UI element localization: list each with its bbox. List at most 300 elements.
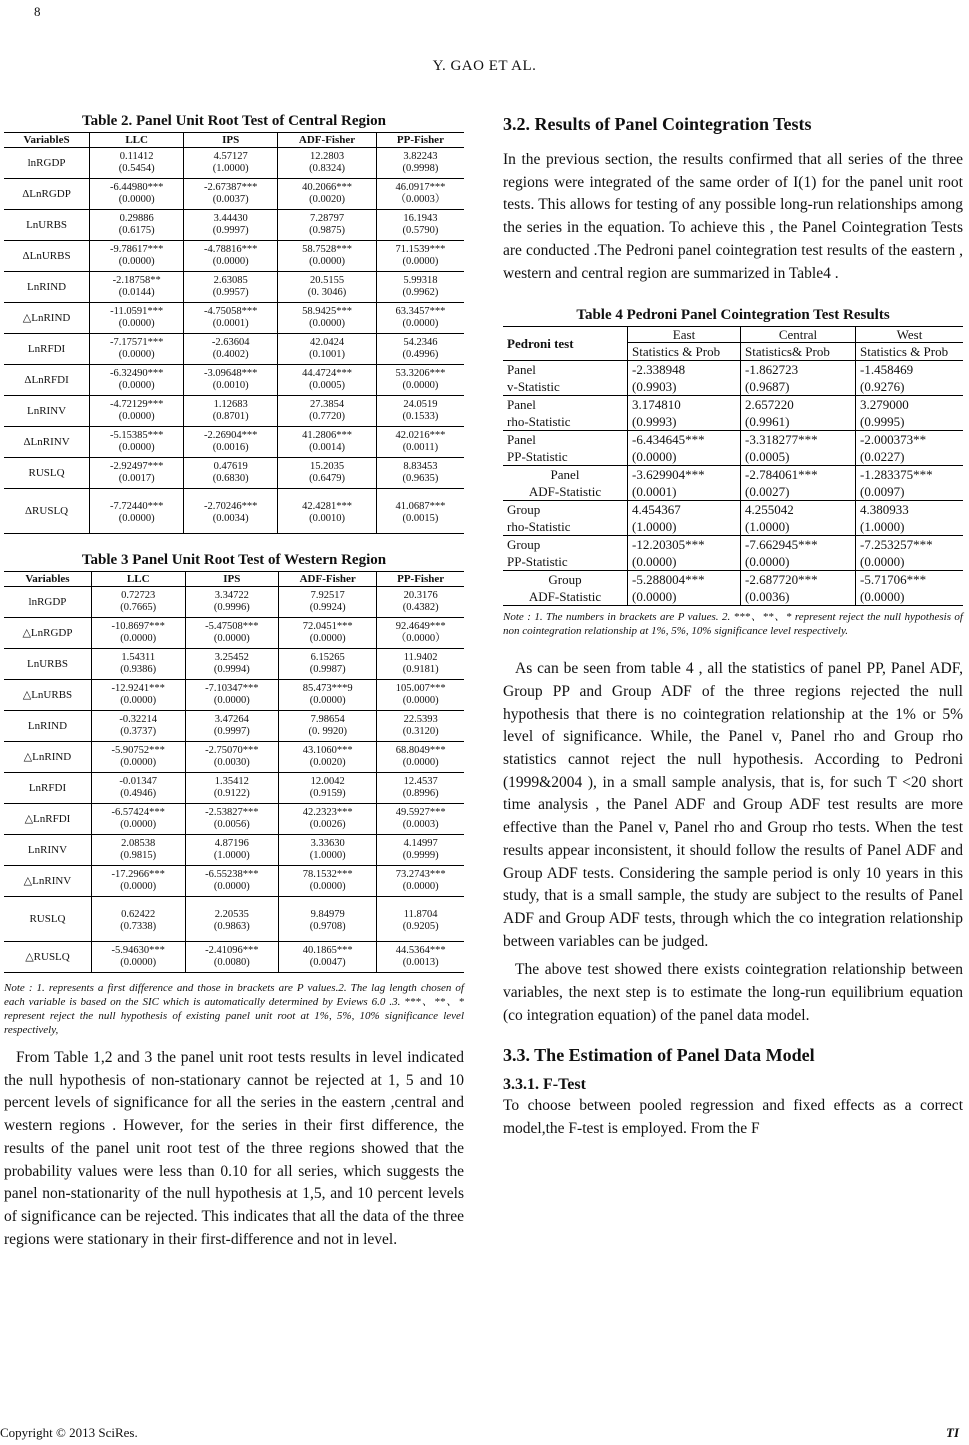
table4-caption: Table 4 Pedroni Panel Cointegration Test Results bbox=[576, 307, 890, 324]
p-value: (0.0013) bbox=[402, 957, 439, 968]
stat-value: 54.2346 bbox=[403, 337, 438, 348]
stat-value: -7.72440*** bbox=[109, 501, 164, 512]
p-value: (0.0000) bbox=[118, 380, 155, 391]
p-value: (0.0000) bbox=[118, 349, 155, 360]
column-header: VariableS bbox=[4, 133, 90, 148]
stat-value: -2.26904*** bbox=[204, 430, 258, 441]
left-column bbox=[4, 112, 464, 1251]
table-cell bbox=[856, 431, 964, 466]
p-value: (0.0000) bbox=[118, 256, 155, 267]
table-cell bbox=[184, 272, 278, 303]
row-label: △LnRINV bbox=[4, 866, 91, 897]
p-value: (0.9159) bbox=[309, 788, 346, 799]
stat-value: -6.44980*** bbox=[109, 182, 164, 193]
p-value: (0.0000) bbox=[120, 757, 157, 768]
p-value: (0.0005) bbox=[745, 449, 790, 465]
left-note: Note : 1. represents a first difference and those in brackets are P values.2. The lag length chosen of each variable is based on the SIC which is automatically determined by Eviews 6.0 .3. ***、**、* represent reject the null hypothesis of existing panel unit root at 1%, 5%, 10% significance level respectively, bbox=[4, 982, 464, 1036]
row-label: RUSLQ bbox=[4, 897, 91, 942]
table-cell bbox=[741, 361, 856, 396]
table-cell bbox=[185, 587, 279, 618]
stat-value: 4.14997 bbox=[403, 838, 438, 849]
table-cell bbox=[91, 866, 185, 897]
row-label: △RUSLQ bbox=[4, 942, 91, 973]
section-heading-3-2: 3.2. Results of Panel Cointegration Tests bbox=[503, 114, 812, 134]
table-cell bbox=[376, 396, 464, 427]
column-header: PP-Fisher bbox=[376, 133, 464, 148]
p-value: (0.0016) bbox=[212, 442, 249, 453]
table-cell bbox=[856, 536, 964, 571]
stat-value: -4.75058*** bbox=[204, 306, 258, 317]
stat-value: 2.08538 bbox=[121, 838, 156, 849]
table-row bbox=[4, 365, 464, 396]
table-cell bbox=[628, 361, 741, 396]
stat-value: 68.8049*** bbox=[395, 745, 446, 756]
row-label-line2: v-Statistic bbox=[507, 379, 560, 395]
row-label: LnRFDI bbox=[4, 334, 90, 365]
table-cell bbox=[185, 804, 279, 835]
row-label bbox=[503, 466, 628, 501]
table-cell bbox=[185, 942, 279, 973]
p-value: (0.0000) bbox=[120, 633, 157, 644]
row-label: LnRFDI bbox=[4, 773, 91, 804]
table-cell bbox=[856, 571, 964, 606]
table-cell bbox=[278, 148, 377, 179]
p-value: (0.0000) bbox=[118, 442, 155, 453]
stat-value: -2.687720*** bbox=[745, 572, 818, 588]
row-label: ΔLnRFDI bbox=[4, 365, 90, 396]
p-value: (0.9863) bbox=[213, 921, 250, 932]
stat-value: 4.454367 bbox=[632, 502, 681, 518]
table-cell bbox=[628, 501, 741, 536]
table-cell bbox=[376, 179, 464, 210]
table-row bbox=[4, 680, 464, 711]
table-row bbox=[4, 618, 464, 649]
table-cell bbox=[278, 427, 377, 458]
table-cell bbox=[376, 427, 464, 458]
p-value: (0.0027) bbox=[745, 484, 790, 500]
p-value: (0.9687) bbox=[745, 379, 790, 395]
table-cell bbox=[91, 804, 185, 835]
stat-value: 7.92517 bbox=[310, 590, 345, 601]
column-header: IPS bbox=[184, 133, 278, 148]
p-value: (1.0000) bbox=[860, 519, 905, 535]
row-label: ΔLnURBS bbox=[4, 241, 90, 272]
p-value: (0.6479) bbox=[309, 473, 345, 484]
p-value: (0.8996) bbox=[402, 788, 439, 799]
table-cell bbox=[279, 649, 377, 680]
p-value: (0.0000) bbox=[860, 554, 905, 570]
table-cell bbox=[90, 241, 184, 272]
table-cell bbox=[377, 680, 464, 711]
p-value: (0.0000) bbox=[860, 589, 905, 605]
stat-value: 5.99318 bbox=[403, 275, 438, 286]
stat-value: -10.8697*** bbox=[111, 621, 165, 632]
stat-value: 3.44430 bbox=[213, 213, 248, 224]
p-value: (0.4996) bbox=[402, 349, 439, 360]
p-value: (0.9998) bbox=[402, 163, 439, 174]
p-value: (0.0000) bbox=[402, 318, 439, 329]
table-cell bbox=[184, 458, 278, 489]
stat-value: 44.4724*** bbox=[302, 368, 352, 379]
stat-value: -5.15385*** bbox=[109, 430, 164, 441]
table-row bbox=[503, 361, 963, 396]
table-cell bbox=[184, 210, 278, 241]
p-value: (0.9957) bbox=[212, 287, 249, 298]
p-value: (0.9181) bbox=[402, 664, 439, 675]
p-value: (0.9996) bbox=[213, 602, 250, 613]
p-value: (0.9635) bbox=[402, 473, 439, 484]
p-value: (0.0080) bbox=[213, 957, 250, 968]
table-cell bbox=[185, 866, 279, 897]
table-cell bbox=[376, 148, 464, 179]
stat-value: 58.7528*** bbox=[302, 244, 352, 255]
stat-value: -11.0591*** bbox=[110, 306, 164, 317]
table-row bbox=[503, 431, 963, 466]
table-cell bbox=[377, 711, 464, 742]
stat-value: 12.2803 bbox=[309, 151, 345, 162]
table-cell bbox=[91, 897, 185, 942]
table-cell bbox=[376, 334, 464, 365]
stat-value: 4.57127 bbox=[213, 151, 248, 162]
stat-value: 3.82243 bbox=[403, 151, 438, 162]
stat-value: 0.62422 bbox=[121, 909, 156, 920]
stat-value: -2.75070*** bbox=[205, 745, 259, 756]
stat-value: -7.17571*** bbox=[109, 337, 164, 348]
stat-value: 24.0519 bbox=[403, 399, 438, 410]
stat-value: 58.9425*** bbox=[302, 306, 352, 317]
table2-caption: Table 2. Panel Unit Root Test of Central Region bbox=[81, 113, 387, 129]
stat-value: 41.2806*** bbox=[302, 430, 352, 441]
stat-value: 42.2323*** bbox=[302, 807, 353, 818]
stat-value: 22.5393 bbox=[403, 714, 438, 725]
stat-value: 3.279000 bbox=[860, 397, 909, 413]
stat-value: -2.53827*** bbox=[205, 807, 259, 818]
column-header: ADF-Fisher bbox=[278, 133, 377, 148]
row-label-line2: PP-Statistic bbox=[507, 554, 568, 570]
stat-value: -2.338948 bbox=[632, 362, 686, 378]
stat-value: 40.1865*** bbox=[302, 945, 353, 956]
p-value: (0.4382) bbox=[402, 602, 439, 613]
row-label: RUSLQ bbox=[4, 458, 90, 489]
subsection-heading-3-3-1: 3.3.1. F-Test bbox=[503, 1076, 586, 1094]
p-value: (0.0020) bbox=[309, 757, 346, 768]
table-cell bbox=[628, 466, 741, 501]
table-cell bbox=[628, 571, 741, 606]
row-label bbox=[503, 536, 628, 571]
stat-value: -2.63604 bbox=[211, 337, 250, 348]
stat-value: 27.3854 bbox=[309, 399, 345, 410]
footer-journal: TI bbox=[946, 1425, 959, 1440]
stat-value: 16.1943 bbox=[403, 213, 438, 224]
stat-value: -7.253257*** bbox=[860, 537, 933, 553]
column-header: PP-Fisher bbox=[377, 572, 464, 587]
table-cell bbox=[278, 179, 377, 210]
table-cell bbox=[376, 272, 464, 303]
row-label bbox=[503, 396, 628, 431]
table-cell bbox=[377, 942, 464, 973]
p-value: (0.9276) bbox=[860, 379, 905, 395]
p-value: (0. 3046) bbox=[307, 287, 347, 298]
table-cell bbox=[90, 334, 184, 365]
p-value: (1.0000) bbox=[213, 850, 250, 861]
stat-value: 92.4649*** bbox=[395, 621, 446, 632]
table-header-row bbox=[503, 327, 963, 343]
p-value: (0.0000) bbox=[212, 256, 249, 267]
p-value: (0.6175) bbox=[118, 225, 155, 236]
table-cell bbox=[90, 396, 184, 427]
stat-value: 1.35412 bbox=[214, 776, 249, 787]
stat-value: -9.78617*** bbox=[109, 244, 164, 255]
table-cell bbox=[279, 835, 377, 866]
stat-value: 4.255042 bbox=[745, 502, 794, 518]
table-cell bbox=[741, 396, 856, 431]
table-cell bbox=[90, 458, 184, 489]
table-cell bbox=[377, 649, 464, 680]
p-value: (0.3120) bbox=[402, 726, 439, 737]
stat-prob-header: Statistics & Prob bbox=[856, 343, 964, 361]
stat-value: 2.20535 bbox=[214, 909, 249, 920]
table-cell bbox=[376, 303, 464, 334]
stat-value: -5.71706*** bbox=[860, 572, 927, 588]
table-cell bbox=[278, 458, 377, 489]
column-header: ADF-Fisher bbox=[279, 572, 377, 587]
p-value: (0.0056) bbox=[213, 819, 250, 830]
stat-value: 7.28797 bbox=[309, 213, 345, 224]
table-cell bbox=[91, 587, 185, 618]
p-value: (0.9815) bbox=[120, 850, 157, 861]
row-label-line1: Panel bbox=[507, 432, 536, 448]
stat-value: 42.0216*** bbox=[395, 430, 446, 441]
row-label-line2: ADF-Statistic bbox=[528, 484, 602, 500]
table-cell bbox=[377, 618, 464, 649]
stat-value: -0.32214 bbox=[119, 714, 158, 725]
stat-value: 6.15265 bbox=[310, 652, 345, 663]
table-row bbox=[4, 427, 464, 458]
stat-value: -5.47508*** bbox=[205, 621, 259, 632]
row-label-line2: rho-Statistic bbox=[507, 414, 571, 430]
p-value: (0.7665) bbox=[120, 602, 157, 613]
row-label: △LnRFDI bbox=[4, 804, 91, 835]
stat-value: -2.784061*** bbox=[745, 467, 818, 483]
p-value: (0.9205) bbox=[402, 921, 439, 932]
table-cell bbox=[376, 365, 464, 396]
stat-value: 1.54311 bbox=[121, 652, 156, 663]
row-label-line2: ADF-Statistic bbox=[528, 589, 602, 605]
p-value: (0.0014) bbox=[309, 442, 345, 453]
table-row bbox=[4, 866, 464, 897]
section-3-2-paragraph: In the previous section, the results confirmed that all series of the three regions were integrated of the same order of I(1) for the panel unit root tests. This allows for testing of any possible long-run relationships among the series in the equation. To achieve this , the Panel Cointegration Tests are conducted .The Pedroni panel cointegration test results of the eastern , western and central region are summarized in Table4 . bbox=[503, 151, 963, 282]
table-cell bbox=[184, 396, 278, 427]
table-cell bbox=[185, 742, 279, 773]
p-value: (0.4946) bbox=[120, 788, 157, 799]
p-value: (0.0000) bbox=[118, 411, 155, 422]
stat-value: -6.32490*** bbox=[109, 368, 164, 379]
p-value: （0.0003） bbox=[395, 194, 446, 205]
stat-value: -5.90752*** bbox=[111, 745, 165, 756]
stat-value: 71.1539*** bbox=[395, 244, 446, 255]
p-value: (0.0000) bbox=[309, 318, 345, 329]
p-value: (0.7338) bbox=[120, 921, 157, 932]
table-cell bbox=[185, 897, 279, 942]
row-label-line1: Group bbox=[507, 502, 541, 518]
row-label-line1: Panel bbox=[507, 362, 536, 378]
row-label: LnRINV bbox=[4, 396, 90, 427]
table-cell bbox=[91, 649, 185, 680]
row-header: Pedroni test bbox=[503, 327, 628, 361]
stat-value: 12.0042 bbox=[310, 776, 345, 787]
table-cell bbox=[278, 241, 377, 272]
p-value: (0. 9920) bbox=[308, 726, 347, 737]
table-cell bbox=[91, 680, 185, 711]
stat-value: 0.72723 bbox=[121, 590, 156, 601]
next-step-paragraph: The above test showed there exists cointegration relationship between variables, the next step is to estimate the long-run equilibrium equation (co integration equation) of the panel data model. bbox=[503, 961, 963, 1024]
p-value: (0.0000) bbox=[120, 957, 157, 968]
table-cell bbox=[185, 835, 279, 866]
table-cell bbox=[90, 272, 184, 303]
p-value: (0.9995) bbox=[860, 414, 905, 430]
table-row bbox=[4, 334, 464, 365]
stat-value: 46.0917*** bbox=[395, 182, 446, 193]
stat-value: -1.458469 bbox=[860, 362, 914, 378]
stat-value: -1.283375*** bbox=[860, 467, 933, 483]
stat-value: -3.318277*** bbox=[745, 432, 818, 448]
p-value: (0.9875) bbox=[309, 225, 345, 236]
stat-value: 3.25452 bbox=[214, 652, 249, 663]
p-value: (0.0000) bbox=[402, 256, 439, 267]
row-label: △LnURBS bbox=[4, 680, 91, 711]
table-cell bbox=[377, 866, 464, 897]
table-cell bbox=[279, 866, 377, 897]
p-value: (0.9997) bbox=[213, 726, 250, 737]
stat-value: 3.34722 bbox=[214, 590, 249, 601]
p-value: (0.0097) bbox=[860, 484, 905, 500]
right-column bbox=[503, 112, 963, 1141]
stat-value: 4.87196 bbox=[214, 838, 249, 849]
table-row bbox=[4, 148, 464, 179]
table-cell bbox=[856, 501, 964, 536]
table-cell bbox=[184, 334, 278, 365]
row-label: ΔLnRGDP bbox=[4, 179, 90, 210]
table-cell bbox=[90, 427, 184, 458]
p-value: (0.0000) bbox=[213, 633, 250, 644]
table-cell bbox=[279, 618, 377, 649]
stat-value: 40.2066*** bbox=[302, 182, 352, 193]
table-cell bbox=[279, 897, 377, 942]
stat-value: 0.29886 bbox=[119, 213, 154, 224]
table-cell bbox=[628, 431, 741, 466]
stat-value: -1.862723 bbox=[745, 362, 799, 378]
table-cell bbox=[185, 773, 279, 804]
p-value: (1.0000) bbox=[309, 850, 346, 861]
table-row bbox=[4, 210, 464, 241]
table-cell bbox=[628, 536, 741, 571]
p-value: （0.0000） bbox=[395, 633, 446, 644]
p-value: (0.0037) bbox=[212, 194, 249, 205]
table-cell bbox=[185, 711, 279, 742]
stat-value: 53.3206*** bbox=[395, 368, 446, 379]
stat-value: 0.11412 bbox=[119, 151, 154, 162]
p-value: (0.0000) bbox=[118, 194, 155, 205]
stat-value: -5.288004*** bbox=[632, 572, 705, 588]
table-cell bbox=[279, 587, 377, 618]
row-label: ΔLnRINV bbox=[4, 427, 90, 458]
stat-value: -2.41096*** bbox=[205, 945, 259, 956]
table-row bbox=[4, 804, 464, 835]
p-value: (0.8324) bbox=[309, 163, 345, 174]
stat-value: 20.3176 bbox=[403, 590, 438, 601]
p-value: (0.0026) bbox=[309, 819, 346, 830]
left-paragraph: From Table 1,2 and 3 the panel unit root tests results in level indicated the null hypothesis of non-stationary cannot be rejected at 1, 5 and 10 percent levels of significance for all the series in the eastern ,central and western regions . However, for the series in their first difference, the results of the panel unit root test of the three regions showed that the probability values were less than 0.10 for all series, which suggests the panel non-stationarity of the null hypothesis at 1,5, and 10 percent levels of significance can be rejected. This indicates that all the data of the three regions were stationary in their first-difference and not in level. bbox=[4, 1049, 464, 1248]
table-cell bbox=[377, 742, 464, 773]
stat-value: 105.007*** bbox=[395, 683, 446, 694]
stat-value: 3.33630 bbox=[310, 838, 345, 849]
p-value: (0.9993) bbox=[632, 414, 677, 430]
stat-value: 11.8704 bbox=[403, 909, 438, 920]
p-value: (0.0020) bbox=[309, 194, 345, 205]
table-cell bbox=[856, 466, 964, 501]
p-value: (0.0010) bbox=[212, 380, 249, 391]
p-value: (0.0000) bbox=[213, 695, 250, 706]
stat-value: 42.4281*** bbox=[302, 501, 352, 512]
footer-copyright: Copyright © 2013 SciRes. bbox=[0, 1425, 138, 1440]
stat-value: -7.662945*** bbox=[745, 537, 818, 553]
table-cell bbox=[279, 680, 377, 711]
stat-value: -6.57424*** bbox=[111, 807, 165, 818]
table-cell bbox=[90, 489, 184, 534]
table-cell bbox=[741, 501, 856, 536]
stat-value: -2.18758** bbox=[112, 275, 161, 286]
table-cell bbox=[741, 536, 856, 571]
stat-value: -17.2966*** bbox=[111, 869, 165, 880]
p-value: (0.0000) bbox=[402, 881, 439, 892]
p-value: (0.8701) bbox=[212, 411, 249, 422]
table-cell bbox=[376, 458, 464, 489]
table-cell bbox=[184, 179, 278, 210]
row-label bbox=[503, 501, 628, 536]
table4 bbox=[503, 326, 963, 606]
p-value: (0.9903) bbox=[632, 379, 677, 395]
p-value: (0.0144) bbox=[118, 287, 155, 298]
p-value: (0.0000) bbox=[309, 695, 346, 706]
table-cell bbox=[91, 942, 185, 973]
stat-value: 63.3457*** bbox=[395, 306, 446, 317]
p-value: (0.0000) bbox=[632, 554, 677, 570]
table-cell bbox=[741, 466, 856, 501]
row-label-line1: Panel bbox=[507, 397, 536, 413]
table-cell bbox=[279, 942, 377, 973]
stat-value: 78.1532*** bbox=[302, 869, 353, 880]
table-cell bbox=[279, 742, 377, 773]
stat-value: 43.1060*** bbox=[302, 745, 353, 756]
running-head: Y. GAO ET AL. bbox=[432, 58, 537, 74]
region-header: West bbox=[856, 327, 964, 343]
stat-value: 12.4537 bbox=[403, 776, 438, 787]
table-cell bbox=[90, 179, 184, 210]
region-header: Central bbox=[741, 327, 856, 343]
table-cell bbox=[377, 835, 464, 866]
section-heading-3-3: 3.3. The Estimation of Panel Data Model bbox=[503, 1045, 815, 1066]
table-cell bbox=[90, 210, 184, 241]
stat-value: 20.5155 bbox=[309, 275, 345, 286]
p-value: (0.0011) bbox=[402, 442, 439, 453]
table-cell bbox=[184, 148, 278, 179]
right-note: Note : 1. The numbers in brackets are P values. 2. ***、**、* represent reject the null hypothesis of non cointegration relationship at 1%, 5%, 10% significance level respectively. bbox=[503, 611, 963, 638]
row-label: △LnRIND bbox=[4, 303, 90, 334]
p-value: (0.5454) bbox=[118, 163, 155, 174]
p-value: (0.1001) bbox=[309, 349, 345, 360]
table-cell bbox=[91, 618, 185, 649]
stat-value: -2.92497*** bbox=[109, 461, 164, 472]
